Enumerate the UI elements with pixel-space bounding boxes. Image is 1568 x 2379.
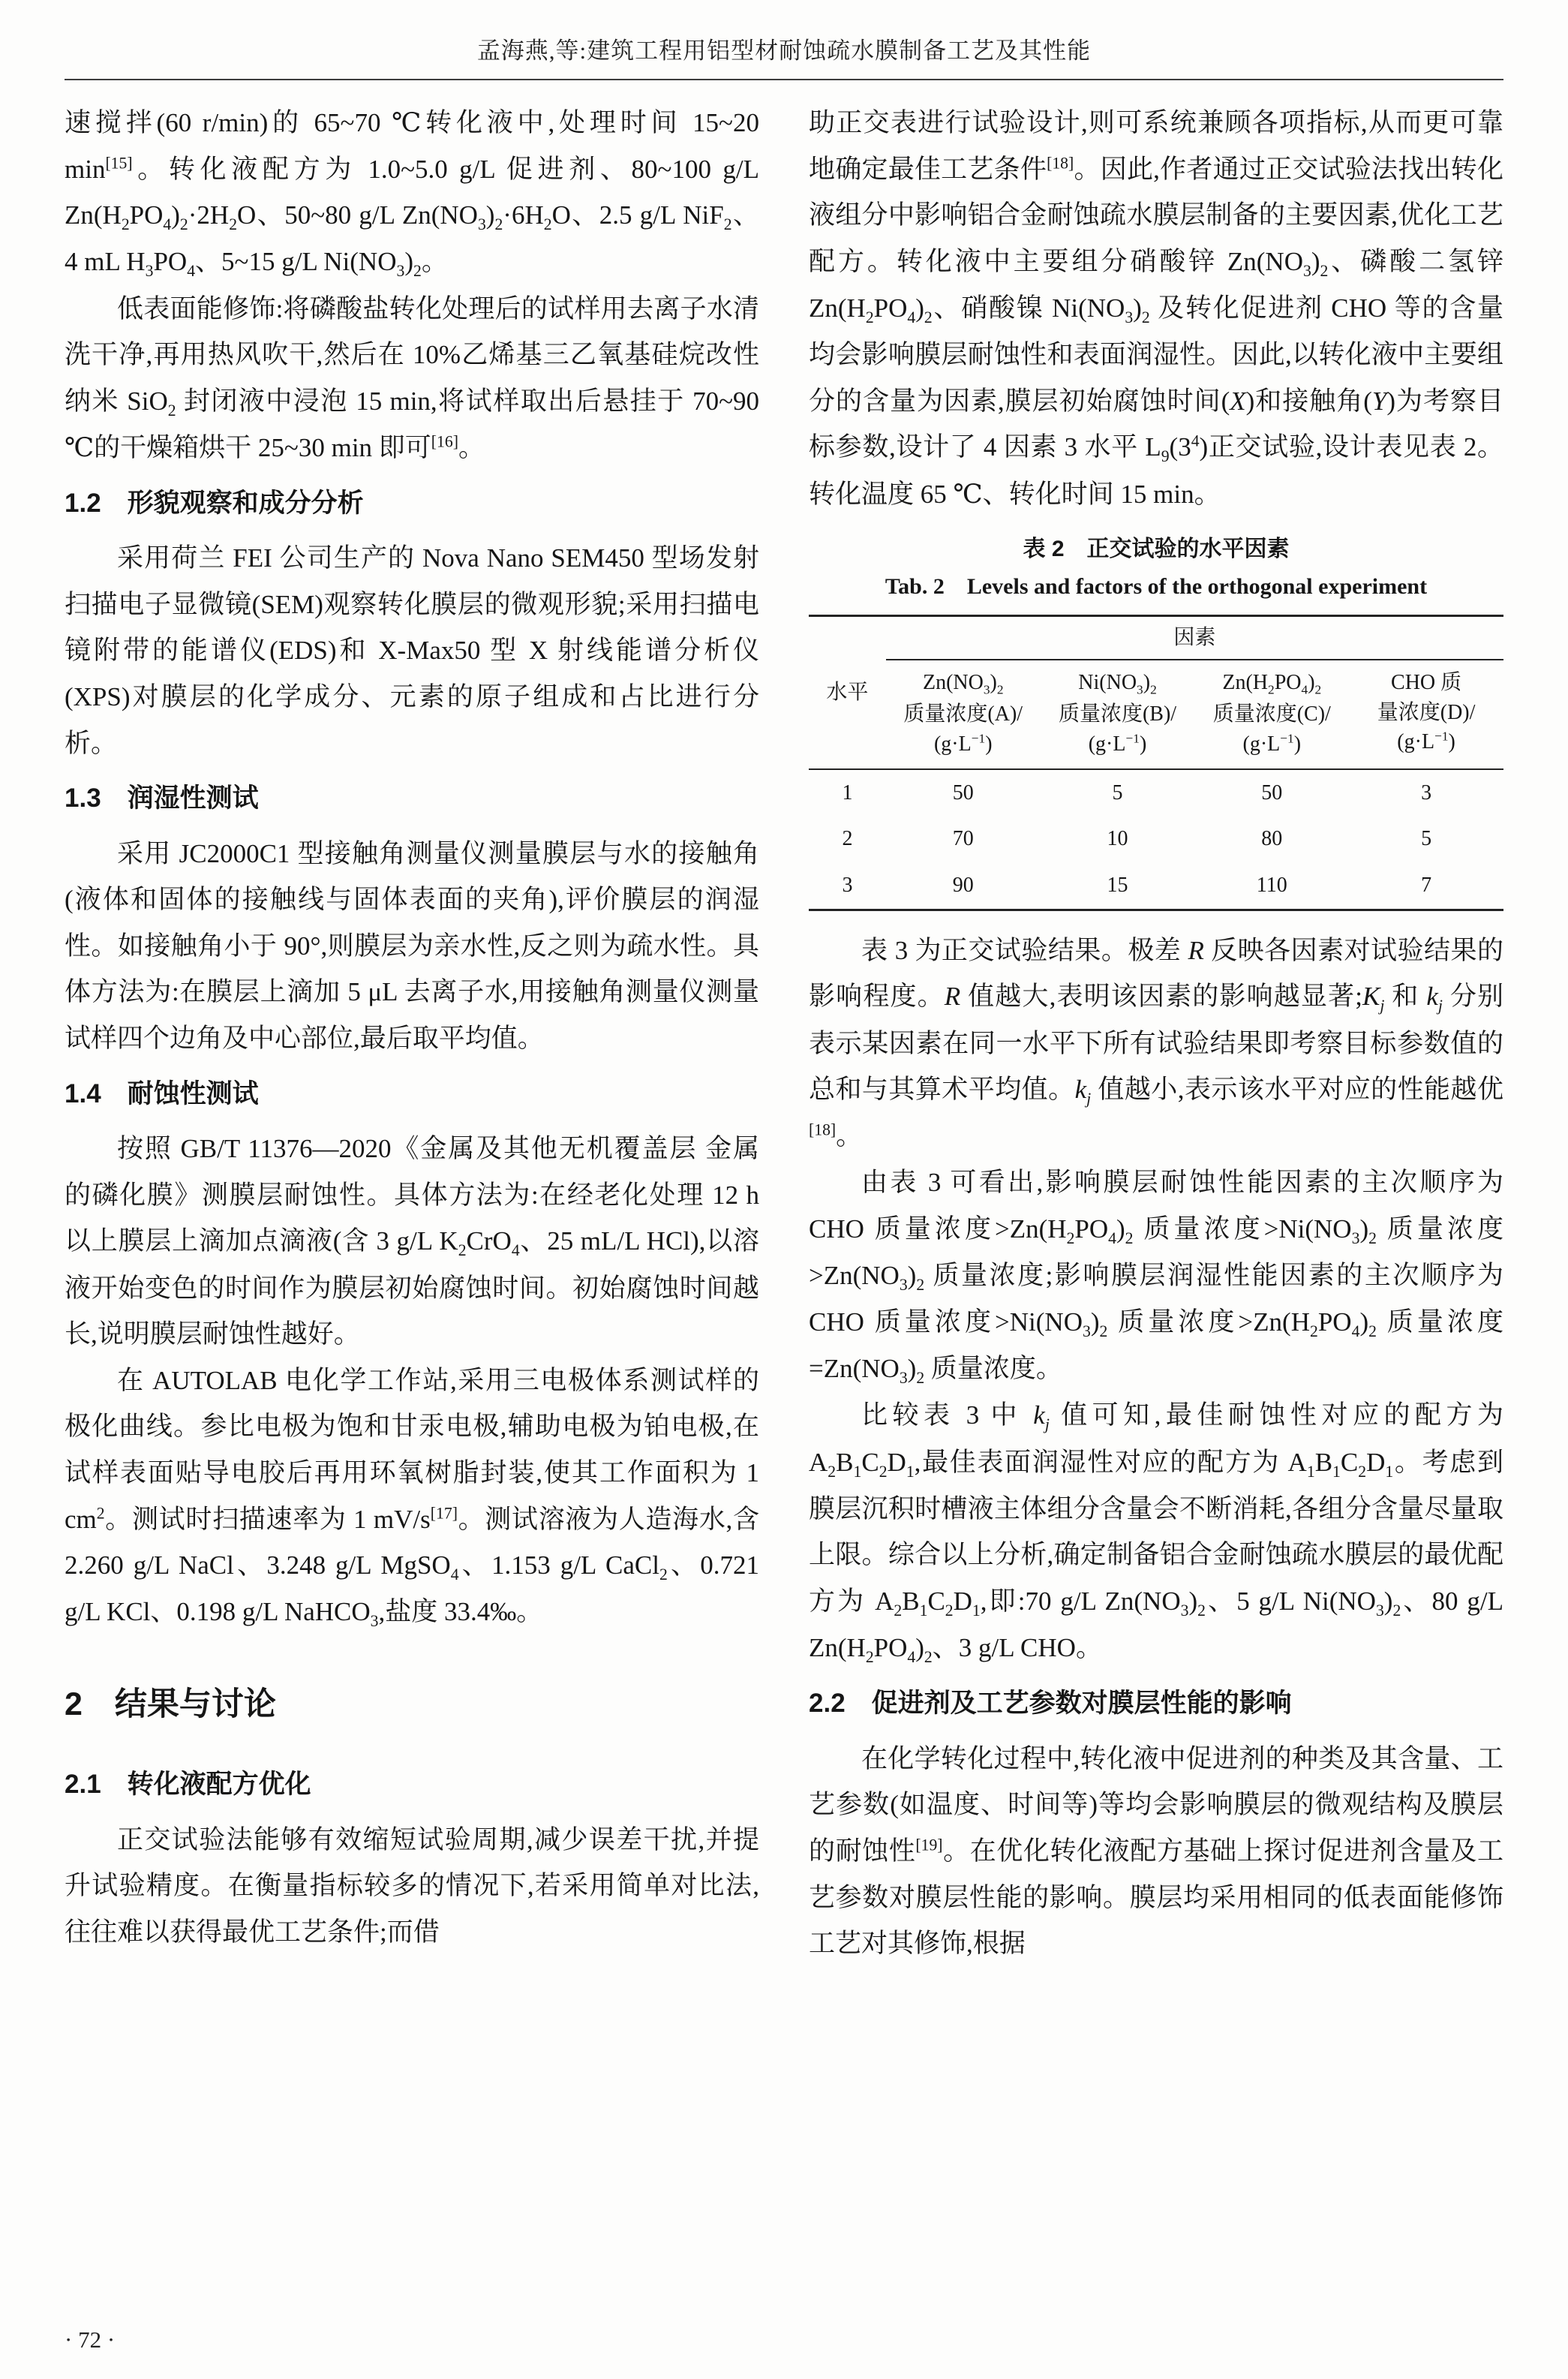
page-footer bbox=[65, 2326, 115, 2353]
table-row bbox=[809, 816, 1503, 862]
cell-value: 50 bbox=[952, 780, 974, 805]
body-paragraph: 在 AUTOLAB 电化学工作站,采用三电极体系测试样的极化曲线。参比电极为饱和甘汞电极,辅助电极为铂电极,在试样表面贴导电胶后再用环氧树脂封装,使其工作面积为 1 $cm^2$。测试时扫描速率为 1 mV/s[17]。测试溶液为人造海水,含 2.260 g/L NaCl、3.248 g/L MgSO$_4$、1.153 g/L CaCl$_2$、0.721 g/L KCl、0.198 g/L NaHCO$_3$,盐度 33.4‰。 bbox=[65, 1365, 759, 1631]
column-header-factor-d: CHO 质 量浓度(D)/ $(g\cdot L^{-1})$ bbox=[1349, 660, 1503, 769]
subsection-heading-2-2: 2.2 促进剂及工艺参数对膜层性能的影响 bbox=[809, 1689, 1292, 1719]
table-row bbox=[809, 862, 1503, 910]
body-paragraph: 采用 JC2000C1 型接触角测量仪测量膜层与水的接触角(液体和固体的接触线与固体表面的夹角),评价膜层的润湿性。如接触角小于 90°,则膜层为亲水性,反之则为疏水性。具体方法为:在膜层上滴加 5 μL 去离子水,用接触角测量仪测量试样四个边角及中心部位,最后取平均值。 bbox=[65, 838, 759, 1054]
right-column bbox=[809, 100, 1503, 1967]
orthogonal-levels-table bbox=[809, 615, 1503, 911]
cell-level: 2 bbox=[842, 827, 853, 851]
running-header bbox=[65, 32, 1503, 80]
table-body bbox=[809, 769, 1503, 910]
table-head bbox=[809, 616, 1503, 769]
subsection-heading-1-4: 1.4 耐蚀性测试 bbox=[65, 1078, 259, 1108]
cell-level: 1 bbox=[842, 780, 853, 805]
cell-value: 110 bbox=[1256, 874, 1287, 898]
body-paragraph: 表 3 为正交试验结果。极差 R 反映各因素对试验结果的影响程度。R 值越大,表明该因素的影响越显著$;K_j$ 和 $k_j$ 分别表示某因素在同一水平下所有试验结果即考察目标参数值的总和与其算术平均值。$k_j$ 值越小,表示该水平对应的性能越优[18]。 bbox=[809, 935, 1503, 1151]
cell-level: 3 bbox=[842, 874, 853, 898]
running-title: 孟海燕,等:建筑工程用铝型材耐蚀疏水膜制备工艺及其性能 bbox=[476, 38, 1092, 64]
cell-value: 7 bbox=[1421, 874, 1432, 898]
cell-value: 70 bbox=[952, 827, 974, 851]
column-header-factor-b: $Ni(NO_3)_2$ 质量浓度(B)/ $(g\cdot L^{-1})$ bbox=[1041, 660, 1195, 769]
body-paragraph: 由表 3 可看出,影响膜层耐蚀性能因素的主次顺序为 CHO 质量浓度$>Zn(H_2PO_4)_2$ 质量浓度$>Ni(NO_3)_2$ 质量浓度$>Zn(NO_3)_2$ 质量浓度;影响膜层润湿性能因素的主次顺序为 CHO 质量浓度$>Ni(NO_3)_2$ 质量浓度$>Zn(H_2PO_4)_2$ 质量浓度$=Zn(NO_3)_2$ 质量浓度。 bbox=[809, 1168, 1503, 1388]
cell-value: 5 bbox=[1112, 780, 1123, 805]
body-paragraph: 低表面能修饰:将磷酸盐转化处理后的试样用去离子水清洗干净,再用热风吹干,然后在 10%乙烯基三乙氧基硅烷改性纳米 SiO$_2$ 封闭液中浸泡 15 min,将试样取出后悬挂于 70~90 ℃的干燥箱烘干 25~30 min 即可[16]。 bbox=[65, 293, 760, 462]
table-caption-en: Tab. 2 Levels and factors of the orthogonal experiment bbox=[885, 574, 1428, 600]
column-header-level: 水平 bbox=[809, 616, 886, 769]
cell-value: 3 bbox=[1421, 780, 1432, 805]
table-row bbox=[809, 769, 1503, 817]
cell-value: 10 bbox=[1107, 827, 1128, 851]
subsection-heading-2-1: 2.1 转化液配方优化 bbox=[65, 1770, 311, 1800]
body-paragraph: 速搅拌(60 r/min)的 65~70 ℃转化液中,处理时间 15~20 min[15]。转化液配方为 1.0~5.0 g/L 促进剂、80~100 g/L $Zn(H_2PO_4)_2\cdot 2H_2O$、50~80 g/L $Zn(NO_3)_2\cdot 6H_2O$、2.5 g/L NiF$_2$、4 mL $H_3PO_4$、5~15 g/L $Ni(NO_3)_2$。 bbox=[65, 108, 759, 281]
page-number: · 72 · bbox=[65, 2326, 116, 2353]
body-paragraph: 在化学转化过程中,转化液中促进剂的种类及其含量、工艺参数(如温度、时间等)等均会影响膜层的微观结构及膜层的耐蚀性[19]。在优化转化液配方基础上探讨促进剂含量及工艺参数对膜层性能的影响。膜层均采用相同的低表面能修饰工艺对其修饰,根据 bbox=[809, 1743, 1503, 1959]
column-header-factor-c: $Zn(H_2PO_4)_2$ 质量浓度(C)/ $(g\cdot L^{-1})$ bbox=[1194, 660, 1349, 769]
body-paragraph: 比较表 3 中 $k_j$ 值可知,最佳耐蚀性对应的配方为 $A_2B_1C_2D_1$,最佳表面润湿性对应的配方为 $A_1B_1C_2D_1$。考虑到膜层沉积时槽液主体组分含量会不断消耗,各组分含量尽量取上限。综合以上分析,确定制备铝合金耐蚀疏水膜层的最优配方为 $A_2B_1C_2D_1$,即:70 g/L $Zn(NO_3)_2$、5 g/L $Ni(NO_3)_2$、80 g/L $Zn(H_2PO_4)_2$、3 g/L CHO。 bbox=[809, 1400, 1504, 1667]
body-paragraph: 助正交表进行试验设计,则可系统兼顾各项指标,从而更可靠地确定最佳工艺条件[18]。因此,作者通过正交试验法找出转化液组分中影响铝合金耐蚀疏水膜层制备的主要因素,优化工艺配方。转化液中主要组分硝酸锌 $Zn(NO_3)_2$、磷酸二氢锌 $Zn(H_2PO_4)_2$、硝酸镍 $Ni(NO_3)_2$ 及转化促进剂 CHO 等的含量均会影响膜层耐蚀性和表面润湿性。因此,以转化液中主要组分的含量为因素,膜层初始腐蚀时间(X)和接触角(Y)为考察目标参数,设计了 4 因素 3 水平 $L_9(3^4)$正交试验,设计表见表 2。转化温度 65 ℃、转化时间 15 min。 bbox=[809, 108, 1503, 509]
subsection-heading-1-3: 1.3 润湿性测试 bbox=[65, 783, 259, 814]
cell-value: 80 bbox=[1261, 827, 1283, 851]
cell-value: 90 bbox=[952, 874, 974, 898]
table-caption-zh: 表 2 正交试验的水平因素 bbox=[1023, 537, 1290, 562]
body-paragraph: 采用荷兰 FEI 公司生产的 Nova Nano SEM450 型场发射扫描电子显微镜(SEM)观察转化膜层的微观形貌;采用扫描电镜附带的能谱仪(EDS)和 X-Max50 型 X 射线能谱分析仪(XPS)对膜层的化学成分、元素的原子组成和占比进行分析。 bbox=[65, 543, 759, 758]
section-heading-2: 2 结果与讨论 bbox=[65, 1686, 276, 1722]
body-paragraph: 按照 GB/T 11376—2020《金属及其他无机覆盖层 金属的磷化膜》测膜层耐蚀性。具体方法为:在经老化处理 12 h 以上膜层上滴加点滴液(含 3 g/L $K_2CrO_4$、25 mL/L HCl),以溶液开始变色的时间作为膜层初始腐蚀时间。初始腐蚀时间越长,说明膜层耐蚀性越好。 bbox=[65, 1134, 759, 1349]
column-header-factor-a: $Zn(NO_3)_2$ 质量浓度(A)/ $(g\cdot L^{-1})$ bbox=[886, 660, 1041, 769]
cell-value: 15 bbox=[1107, 874, 1128, 898]
cell-value: 50 bbox=[1261, 780, 1283, 805]
subsection-heading-1-2: 1.2 形貌观察和成分分析 bbox=[65, 488, 364, 518]
cell-value: 5 bbox=[1421, 827, 1432, 851]
two-column-body bbox=[65, 100, 1503, 1967]
body-paragraph: 正交试验法能够有效缩短试验周期,减少误差干扰,并提升试验精度。在衡量指标较多的情况下,若采用简单对比法,往往难以获得最优工艺条件;而借 bbox=[65, 1824, 759, 1947]
left-column bbox=[65, 100, 759, 1967]
column-group-header-factors: 因素 bbox=[886, 616, 1503, 660]
